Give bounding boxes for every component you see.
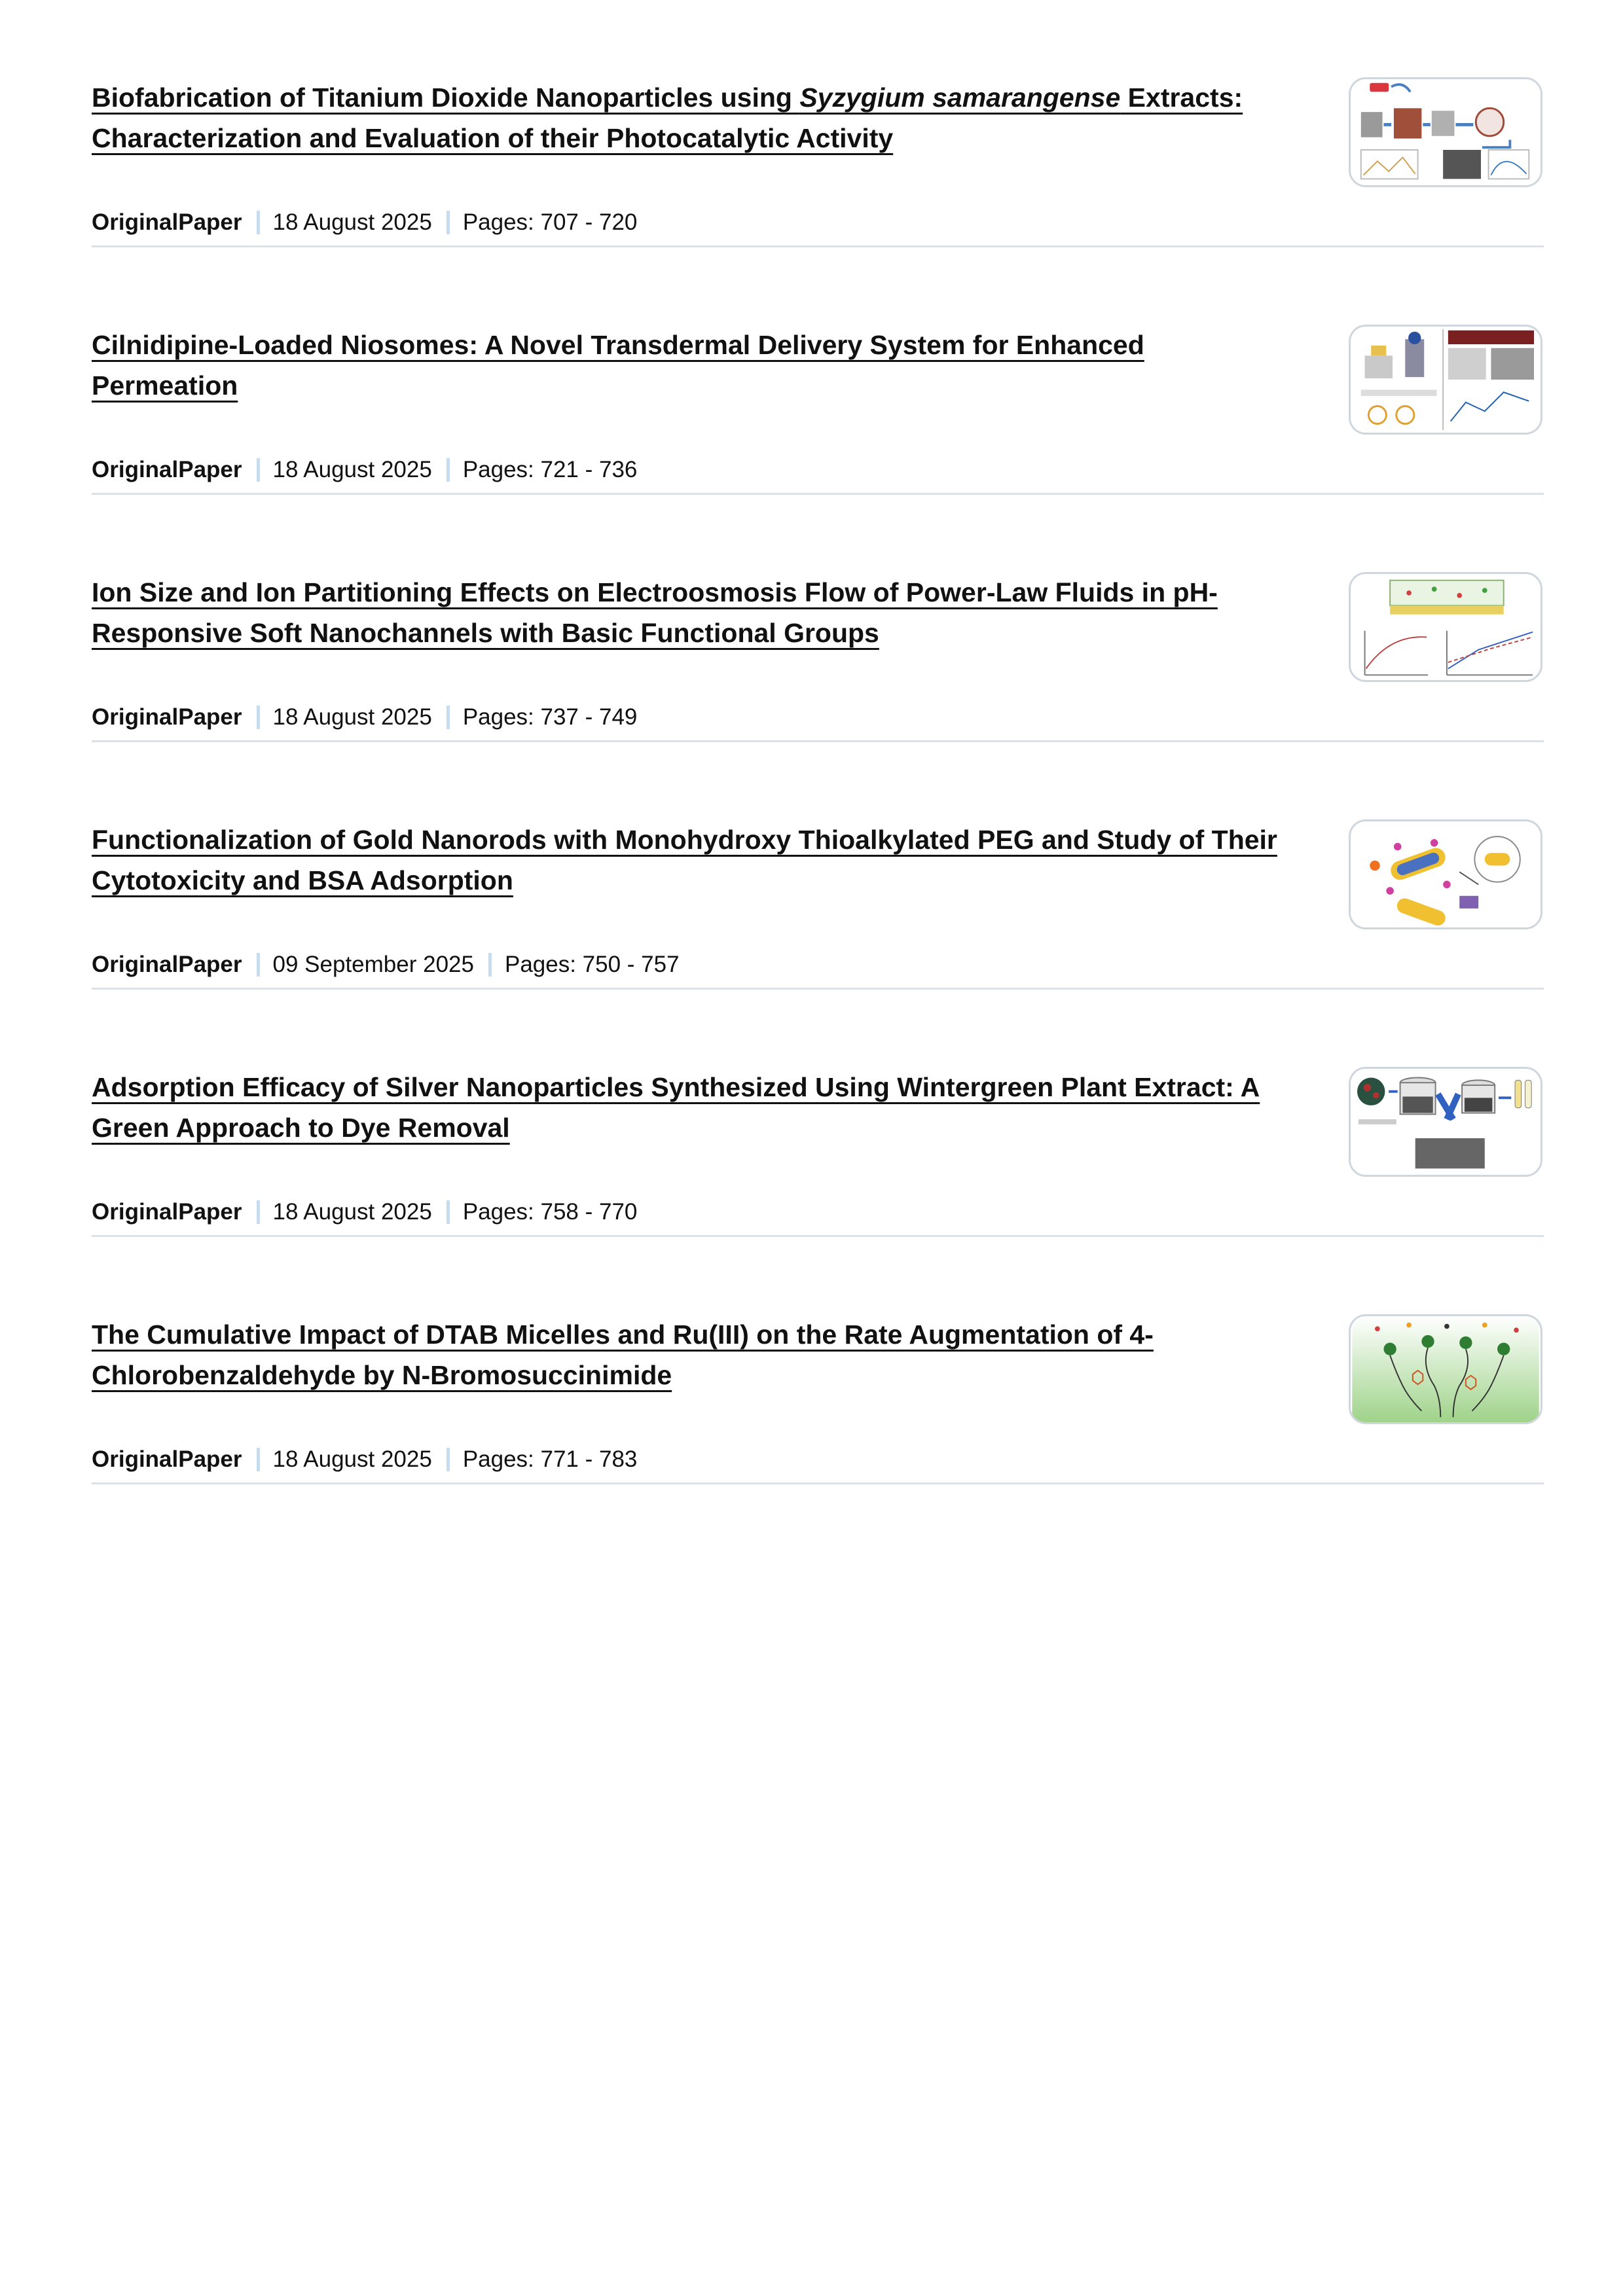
graphical-abstract-icon	[1351, 1069, 1541, 1175]
content-type: OriginalPaper	[92, 704, 242, 730]
article-item	[92, 742, 1544, 990]
meta-separator	[257, 706, 260, 729]
article-item	[92, 1237, 1544, 1484]
page-range: Pages: 707 - 720	[462, 209, 638, 235]
article-title-link[interactable]: Functionalization of Gold Nanorods with Monohydroxy Thioalkylated PEG and Study of Their Cytotoxicity and BSA Adsorption	[92, 825, 1277, 895]
meta-separator	[488, 953, 492, 977]
meta-separator	[257, 211, 260, 234]
publication-date: 18 August 2025	[272, 1446, 432, 1472]
article-title	[92, 1067, 1296, 1148]
article-item	[92, 495, 1544, 742]
article-title	[92, 819, 1296, 901]
graphical-abstract-icon	[1351, 79, 1541, 185]
publication-date: 18 August 2025	[272, 209, 432, 235]
article-title-link[interactable]: The Cumulative Impact of DTAB Micelles and Ru(III) on the Rate Augmentation of 4-Chlorobenzaldehyde by N-Bromosuccinimide	[92, 1319, 1154, 1390]
meta-separator	[257, 458, 260, 482]
article-meta	[92, 208, 637, 237]
content-type: OriginalPaper	[92, 1446, 242, 1472]
graphical-abstract-icon	[1351, 1316, 1541, 1422]
meta-separator	[257, 1200, 260, 1224]
article-title-link[interactable]: Biofabrication of Titanium Dioxide Nanoparticles using Syzygium samarangense Extracts: Characterization and Evaluation of their Photocatalytic Activity	[92, 82, 1243, 153]
article-thumbnail[interactable]	[1349, 77, 1542, 187]
meta-separator	[447, 458, 450, 482]
meta-separator	[447, 1448, 450, 1471]
publication-date: 09 September 2025	[272, 952, 474, 977]
article-thumbnail[interactable]	[1349, 1314, 1542, 1424]
article-meta	[92, 950, 680, 979]
graphical-abstract-icon	[1351, 327, 1541, 433]
article-list	[92, 0, 1544, 1484]
article-item	[92, 247, 1544, 495]
article-title	[92, 325, 1296, 406]
meta-separator	[447, 706, 450, 729]
publication-date: 18 August 2025	[272, 457, 432, 482]
meta-separator	[257, 1448, 260, 1471]
article-meta	[92, 1198, 637, 1227]
page-range: Pages: 721 - 736	[462, 457, 638, 482]
article-title	[92, 77, 1296, 158]
article-meta	[92, 703, 637, 732]
article-title	[92, 572, 1296, 653]
page-range: Pages: 737 - 749	[462, 704, 638, 730]
article-meta	[92, 1445, 637, 1474]
article-title-link[interactable]: Ion Size and Ion Partitioning Effects on Electroosmosis Flow of Power-Law Fluids in pH-Responsive Soft Nanochannels with Basic Functional Groups	[92, 577, 1218, 648]
article-item	[92, 0, 1544, 247]
article-thumbnail[interactable]	[1349, 819, 1542, 929]
article-title-link[interactable]: Adsorption Efficacy of Silver Nanoparticles Synthesized Using Wintergreen Plant Extract: A Green Approach to Dye Removal	[92, 1072, 1260, 1143]
page-range: Pages: 758 - 770	[462, 1199, 638, 1225]
content-type: OriginalPaper	[92, 952, 242, 977]
article-title-link[interactable]: Cilnidipine-Loaded Niosomes: A Novel Transdermal Delivery System for Enhanced Permeation	[92, 330, 1144, 401]
article-item	[92, 990, 1544, 1237]
meta-separator	[447, 1200, 450, 1224]
meta-separator	[257, 953, 260, 977]
content-type: OriginalPaper	[92, 1199, 242, 1225]
graphical-abstract-icon	[1351, 574, 1541, 680]
article-meta	[92, 456, 637, 484]
article-thumbnail[interactable]	[1349, 572, 1542, 682]
content-type: OriginalPaper	[92, 209, 242, 235]
page-range: Pages: 750 - 757	[504, 952, 680, 977]
article-thumbnail[interactable]	[1349, 1067, 1542, 1177]
publication-date: 18 August 2025	[272, 1199, 432, 1225]
meta-separator	[447, 211, 450, 234]
graphical-abstract-icon	[1351, 821, 1541, 927]
article-thumbnail[interactable]	[1349, 325, 1542, 435]
page-range: Pages: 771 - 783	[462, 1446, 638, 1472]
publication-date: 18 August 2025	[272, 704, 432, 730]
article-title	[92, 1314, 1296, 1395]
content-type: OriginalPaper	[92, 457, 242, 482]
